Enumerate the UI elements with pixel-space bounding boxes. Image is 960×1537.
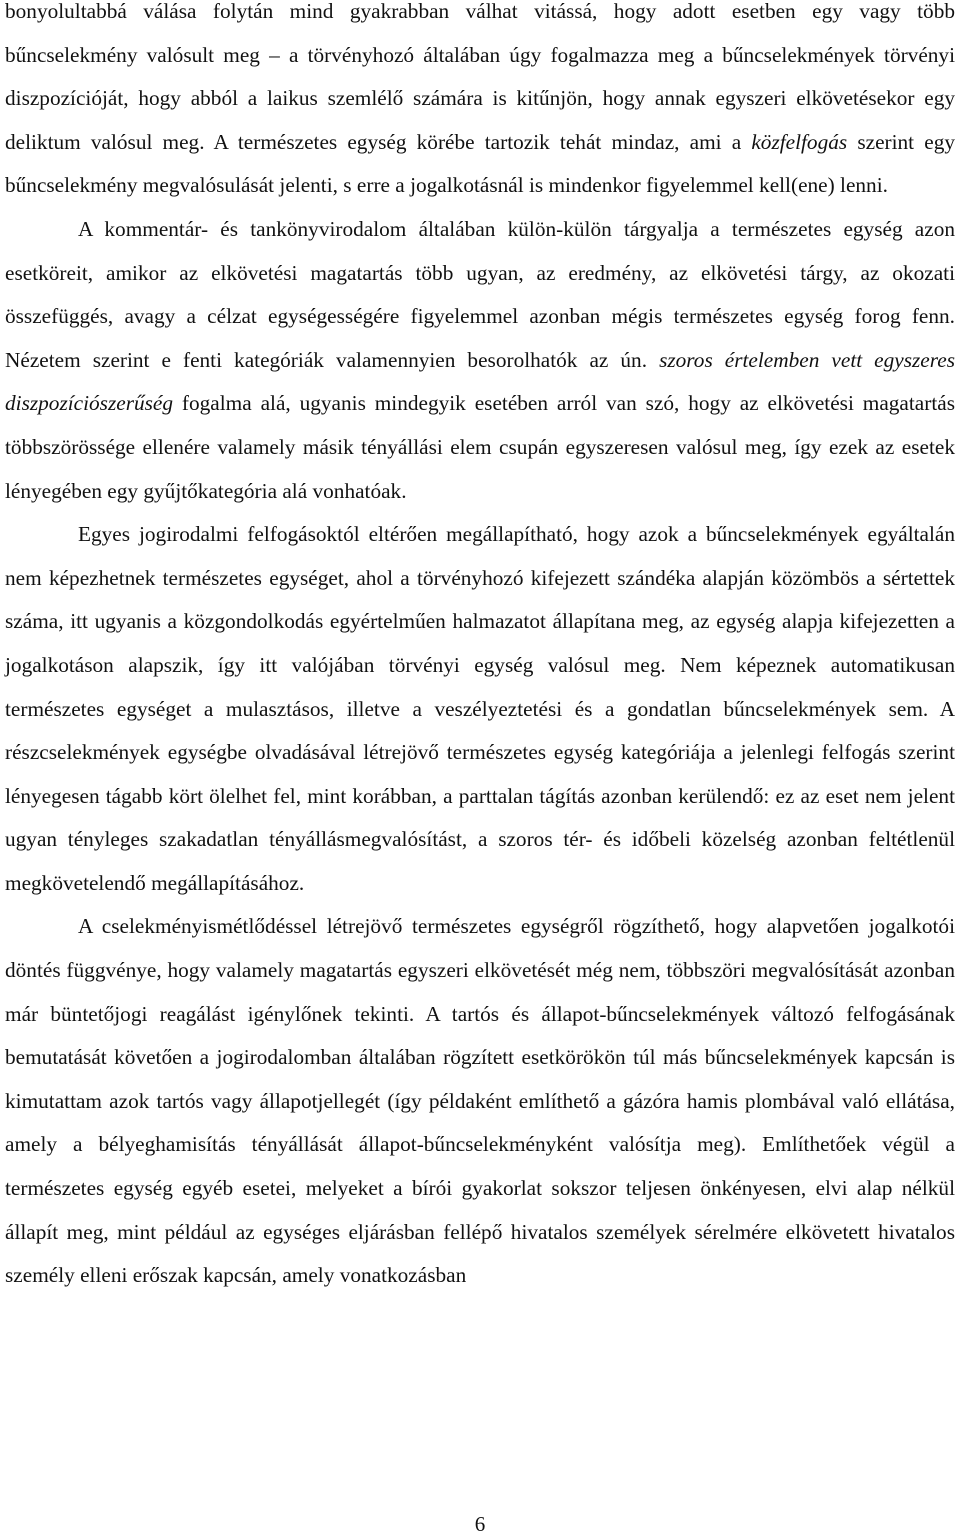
paragraph-1-italic-term: közfelfogás: [751, 129, 848, 154]
paragraph-2: [5, 208, 955, 513]
paragraph-2-italic-term: szoros értelemben vett egyszeres diszpozíciószerűség: [5, 347, 955, 416]
document-body: [5, 0, 955, 1298]
paragraph-1-text-2: szerint egy bűncselekmény megvalósulását jelenti, s erre a jogalkotásnál is mindenkor figyelemmel kell(ene) lenni.: [5, 129, 955, 198]
paragraph-4-text-1: A cselekményismétlődéssel létrejövő természetes egységről rögzíthető, hogy alapvetően jogalkotói döntés függvénye, hogy valamely magatartás egyszeri elkövetését még nem, többszöri megvalósítását azonban már büntetőjogi reagálást igénylőnek tekinti. A tartós és állapot-bűncselekmények változó felfogásának bemutatását követően a jogirodalomban általában rögzített esetkörökön túl más bűncselekmények kapcsán is kimutattam azok tartós vagy állapotjellegét (így példaként említhető a gázóra hamis plombával való ellátása, amely a bélyeghamisítás tényállását állapot-bűncselekményként valósítja meg). Említhetőek végül a természetes egység egyéb esetei, melyeket a bírói gyakorlat sokszor teljesen önkényesen, elvi alap nélkül állapít meg, mint például az egységes eljárásban fellépő hivatalos személyek sérelmére elkövetett hivatalos személy elleni erőszak kapcsán, amely vonatkozásban: [5, 914, 955, 1288]
paragraph-2-text-1: A kommentár- és tankönyvirodalom általában külön-külön tárgyalja a természetes egység azon esetköreit, amikor az elkövetési magatartás több ugyan, az eredmény, az elkövetési tárgy, az okozati összefüggés, avagy a célzat egységességére figyelemmel azonban mégis természetes egység forog fenn. Nézetem szerint e fenti kategóriák valamennyien besorolhatók az ún.: [5, 216, 955, 372]
paragraph-1: [5, 0, 955, 208]
paragraph-4: [5, 905, 955, 1297]
paragraph-2-text-2: fogalma alá, ugyanis mindegyik esetében arról van szó, hogy az elkövetési magatartás többszörössége ellenére valamely másik tényállási elem csupán egyszeresen valósul meg, így ezek az esetek lényegében egy gyűjtőkategória alá vonhatóak.: [5, 391, 955, 503]
paragraph-3-text-1: Egyes jogirodalmi felfogásoktól eltérően megállapítható, hogy azok a bűncselekmények egyáltalán nem képezhetnek természetes egységet, ahol a törvényhozó kifejezett szándéka alapján közömbös a sértettek száma, itt ugyanis a közgondolkodás egyértelműen halmazatot állapítana meg, az egység alapja kifejezetten a jogalkotáson alapszik, így itt valójában törvényi egység valósul meg. Nem képeznek automatikusan természetes egységet a mulasztásos, illetve a veszélyeztetési és a gondatlan bűncselekmények sem. A részcselekmények egységbe olvadásával létrejövő természetes egység kategóriája a jelenlegi felfogás szerint lényegesen tágabb kört ölelhet fel, mint korábban, a parttalan tágítás azonban kerülendő: ez az eset nem jelent ugyan tényleges szakadatlan tényállásmegvalósítást, a szoros tér- és időbeli közelség azonban feltétlenül megkövetelendő megállapításához.: [5, 522, 955, 895]
paragraph-3: [5, 513, 955, 905]
page-number: 6: [474, 1512, 486, 1536]
paragraph-1-text-1: bonyolultabbá válása folytán mind gyakrabban válhat vitássá, hogy adott esetben egy vagy több bűncselekmény valósult meg – a törvényhozó általában úgy fogalmazza meg a bűncselekmények törvényi diszpozícióját, hogy abból a laikus szemlélő számára is kitűnjön, hogy annak egyszeri elkövetésekor egy deliktum valósul meg. A természetes egység körébe tartozik tehát mindaz, ami a: [5, 0, 955, 154]
